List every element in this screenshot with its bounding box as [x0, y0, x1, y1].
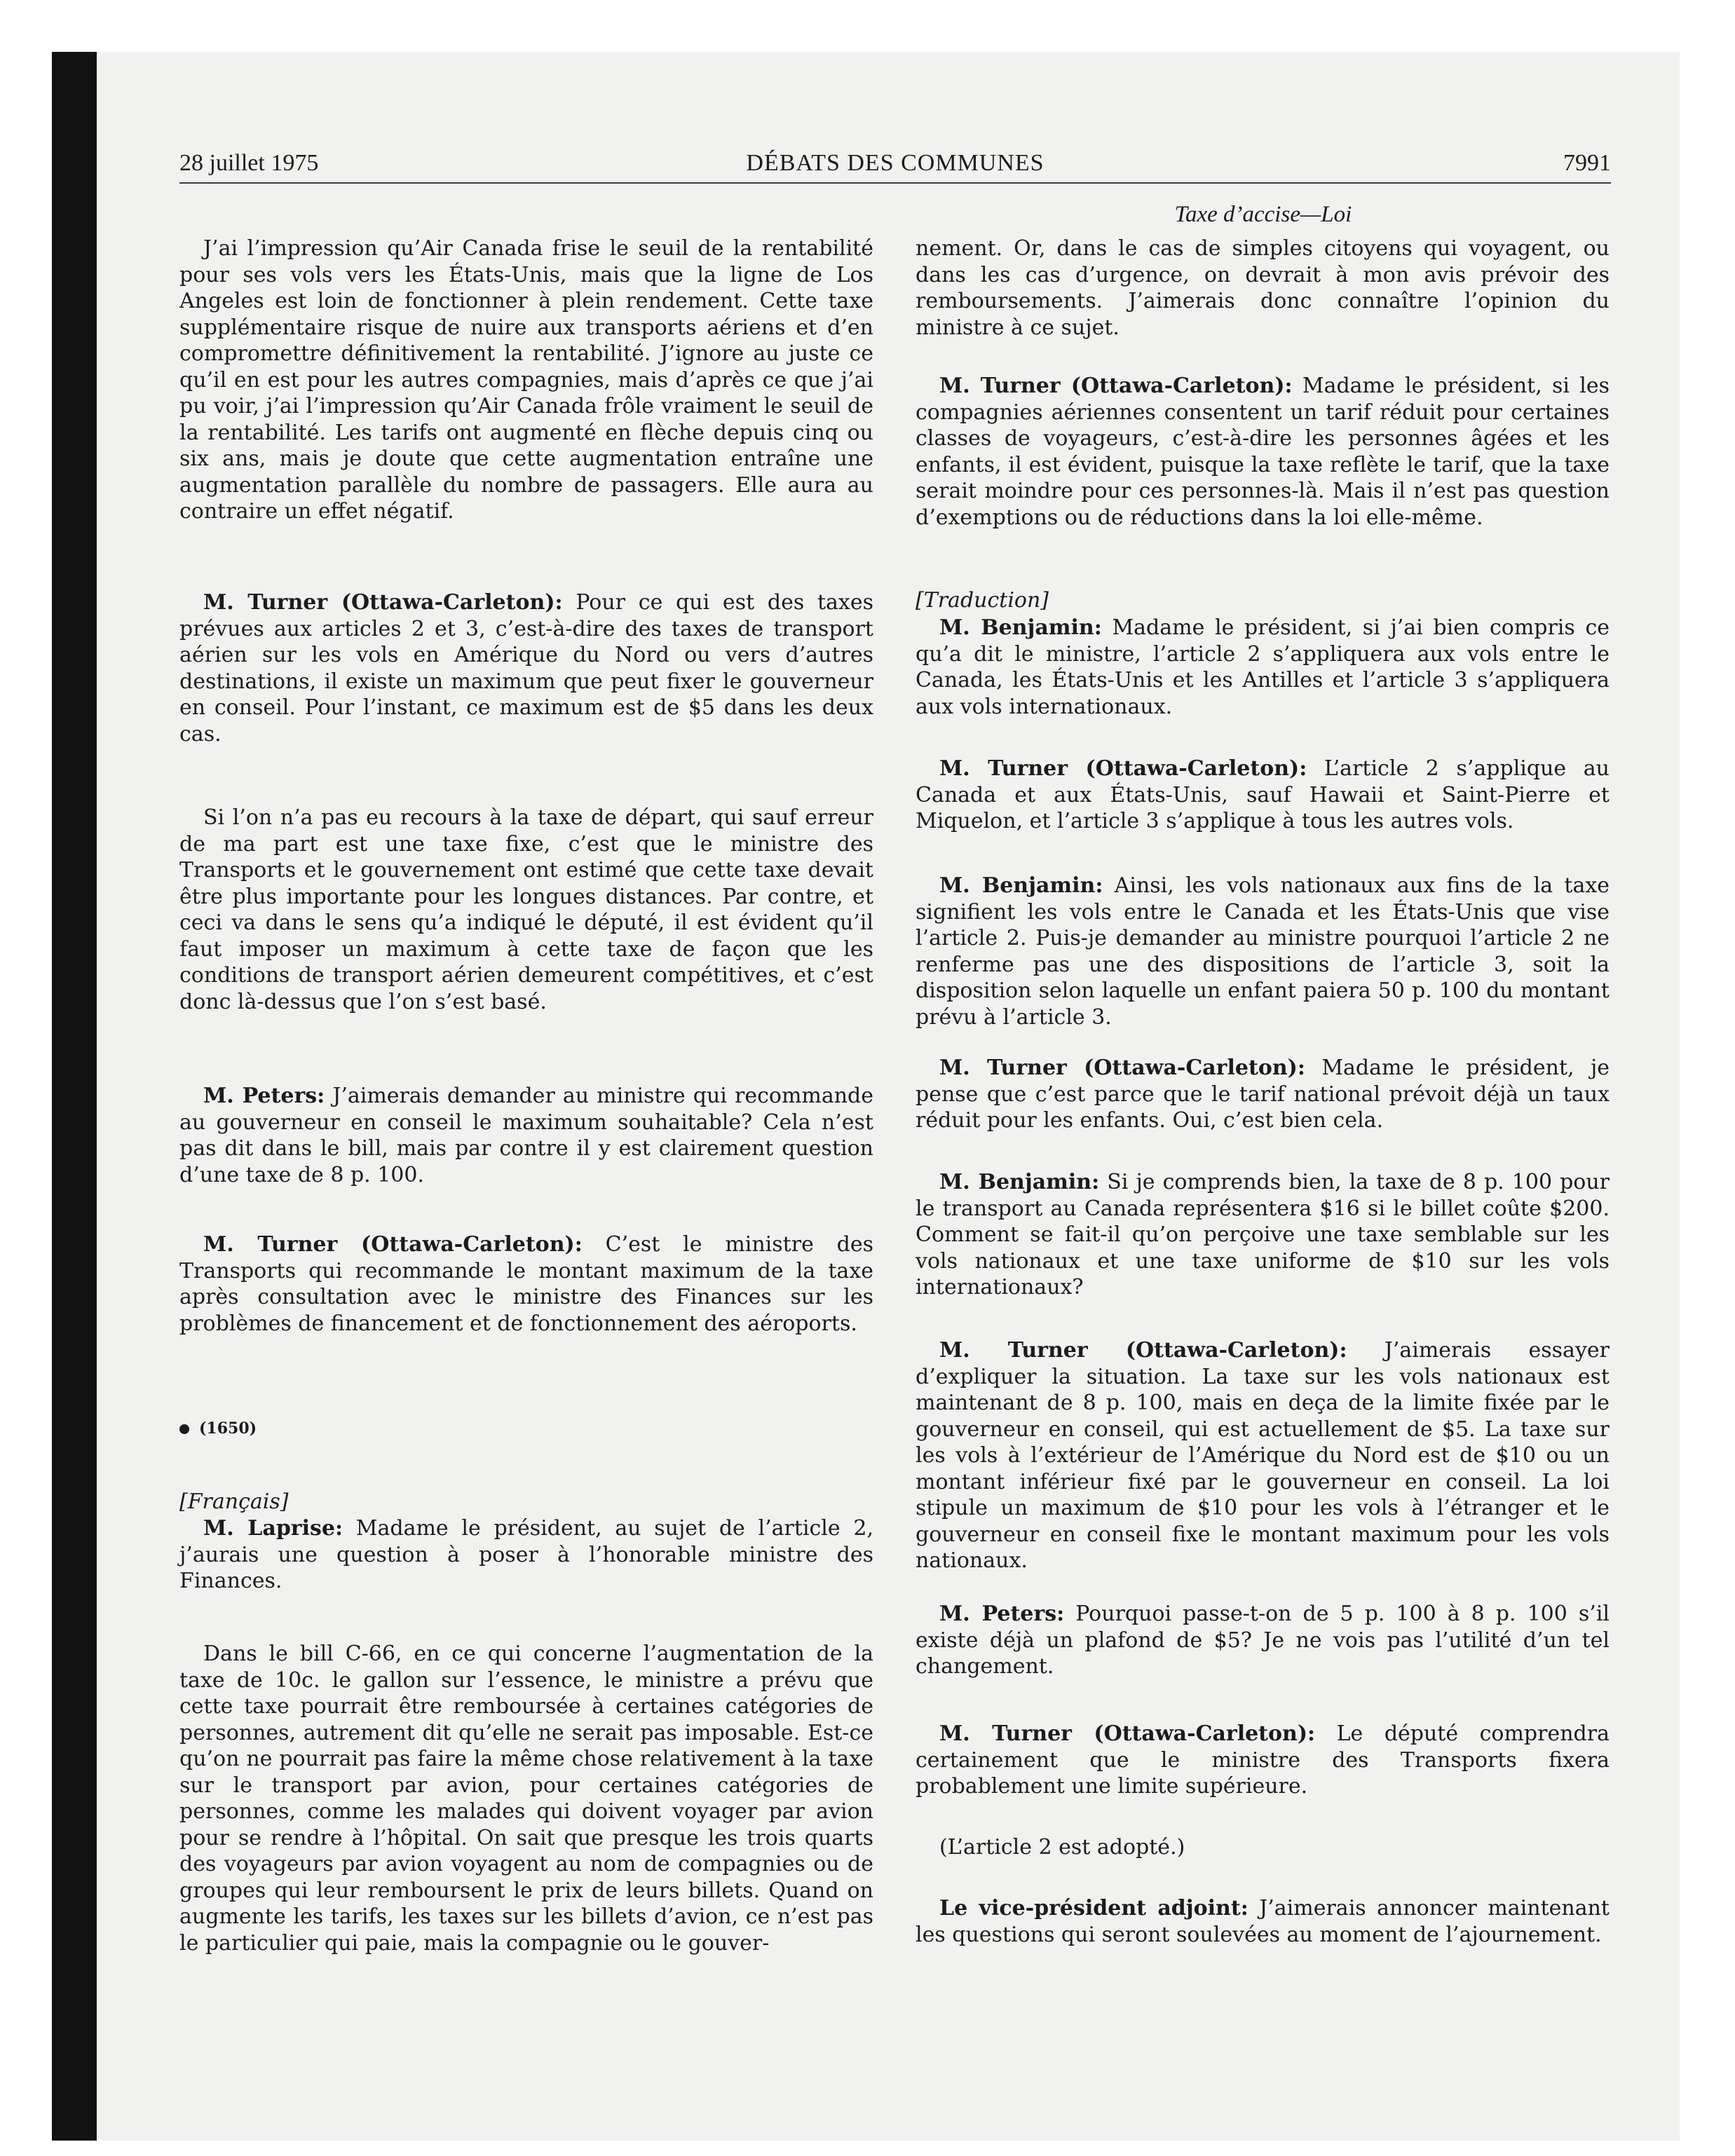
- speaker-name: M. Turner (Ottawa-Carleton):: [203, 1232, 583, 1257]
- language-marker: [Traduction]: [916, 588, 1049, 613]
- speaker-name: M. Peters:: [939, 1602, 1065, 1626]
- paragraph-text: Si l’on n’a pas eu recours à la taxe de départ, qui sauf erreur de ma part est une taxe fixe, c’est que le ministre des Transports et le gouvernement ont estimé que cette taxe devait être plus importante pour les longues distances. Par contre, et ceci va dans le sens qu’a indiqué le député, il est évident qu’il faut imposer un maximum à cette taxe de façon que les conditions de transport aérien demeurent compétitives, et c’est donc là-dessus que l’on s’est basé.: [179, 805, 873, 1014]
- speaker-name: M. Turner (Ottawa-Carleton):: [939, 374, 1293, 398]
- paragraph: [916, 1055, 1610, 1134]
- speaker-name: M. Turner (Ottawa-Carleton):: [939, 756, 1307, 781]
- speaker-name: M. Turner (Ottawa-Carleton):: [939, 1056, 1305, 1080]
- paragraph-text: J’aimerais essayer d’expliquer la situation. La taxe sur les vols nationaux est maintenant de 8 p. 100, mais en deça de la limite fixée par le gouverneur en conseil, qui est actuellement de $5. La taxe sur les vols à l’extérieur de l’Amérique du Nord est de $10 ou un montant inférieur fixé par le gouverneur en conseil. La loi stipule un maximum de $10 pour les vols à l’étranger et le gouverneur en conseil fixe le montant maximum pour les vols nationaux.: [916, 1338, 1610, 1573]
- paragraph-text: L’article 2 s’applique au Canada et aux États-Unis, sauf Hawaii et Saint-Pierre et Miquelon, et l’article 3 s’applique à tous les autres vols.: [916, 756, 1610, 833]
- paragraph-text: J’aimerais annoncer maintenant les questions qui seront soulevées au moment de l’ajournement.: [916, 1896, 1610, 1947]
- paragraph: [179, 236, 873, 525]
- paragraph-text: Pour ce qui est des taxes prévues aux articles 2 et 3, c’est-à-dire des taxes de transport aérien sur les vols en Amérique du Nord ou vers d’autres destinations, il existe un maximum que peut fixer le gouverneur en conseil. Pour l’instant, ce maximum est de $5 dans les deux cas.: [179, 590, 873, 746]
- paragraph-text: Madame le président, si les compagnies aériennes consentent un tarif réduit pour certaines classes de voyageurs, c’est-à-dire les personnes âgées et les enfants, il est évident, puisque la taxe reflète le tarif, que la taxe serait moindre pour ces personnes-là. Mais il n’est pas question d’exemptions ou de réductions dans la loi elle-même.: [916, 374, 1610, 530]
- paragraph-text: Le député comprendra certainement que le ministre des Transports fixera probablement une limite supérieure.: [916, 1721, 1610, 1799]
- paragraph: [916, 873, 1610, 1030]
- speaker-name: M. Benjamin:: [939, 873, 1103, 898]
- paragraph-text: Dans le bill C-66, en ce qui concerne l’augmentation de la taxe de 10c. le gallon sur l’essence, le ministre a prévu que cette taxe pourrait être remboursée à certaines catégories de personnes, autrement dit qu’elle ne serait pas imposable. Est-ce qu’on ne pourrait pas faire la même chose relativement à la taxe sur le transport par avion, pour certaines catégories de personnes, comme les malades qui doivent voyager par avion pour se rendre à l’hôpital. On sait que presque les trois quarts des voyageurs par avion voyagent au nom de compagnies ou de groupes qui leur remboursent le prix de leurs billets. Quand on augmente les tarifs, les taxes sur les billets d’avion, ce n’est pas le particulier qui paie, mais la compagnie ou le gouver-: [179, 1642, 873, 1956]
- paragraph: [179, 1231, 873, 1337]
- header-page-number: 7991: [1563, 150, 1611, 176]
- paragraph: [916, 615, 1610, 720]
- paragraph: [916, 373, 1610, 531]
- speaker-name: M. Laprise:: [203, 1516, 343, 1541]
- page-header: [179, 144, 1611, 184]
- paragraph-text: Madame le président, au sujet de l’article 2, j’aurais une question à poser à l’honorable ministre des Finances.: [179, 1516, 873, 1593]
- speaker-name: M. Turner (Ottawa-Carleton):: [939, 1338, 1347, 1363]
- paragraph: [179, 589, 873, 747]
- paragraph-text: Pourquoi passe-t-on de 5 p. 100 à 8 p. 100 s’il existe déjà un plafond de $5? Je ne vois pas l’utilité d’un tel changement.: [916, 1602, 1610, 1679]
- speaker-name: M. Peters:: [203, 1084, 325, 1108]
- paragraph: [916, 1169, 1610, 1301]
- paragraph-text: Si je comprends bien, la taxe de 8 p. 100 pour le transport au Canada représentera $16 si le billet coûte $200. Comment se fait-il qu’on perçoive une taxe semblable sur les vols nationaux et une taxe uniforme de $10 sur les vols internationaux?: [916, 1170, 1610, 1299]
- paragraph-text: C’est le ministre des Transports qui recommande le montant maximum de la taxe après consultation avec le ministre des Finances sur les problèmes de financement et de fonctionnement des aéroports.: [179, 1232, 874, 1336]
- paragraph: [916, 1721, 1610, 1800]
- paragraph-text: Madame le président, si j’ai bien compris ce qu’a dit le ministre, l’article 2 s’appliquera aux vols entre le Canada, les États-Unis et les Antilles et l’article 3 s’appliquera aux vols internationaux.: [916, 615, 1610, 719]
- paragraph-text: Ainsi, les vols nationaux aux fins de la taxe signifient les vols entre le Canada et les États-Unis que vise l’article 2. Puis-je demander au ministre pourquoi l’article 2 ne renferme pas une des dispositions de l’article 3, soit la disposition selon laquelle un enfant paiera 50 p. 100 du montant prévu à l’article 3.: [916, 873, 1610, 1030]
- paragraph: [916, 1601, 1610, 1680]
- paragraph-text: J’ai l’impression qu’Air Canada frise le seuil de la rentabilité pour ses vols vers les États-Unis, mais que la ligne de Los Angeles est loin de fonctionner à plein rendement. Cette taxe supplémentaire risque de nuire aux transports aériens et d’en compromettre définitivement la rentabilité. J’ignore au juste ce qu’il en est pour les autres compagnies, mais d’après ce que j’ai pu voir, j’ai l’impression qu’Air Canada frôle vraiment le seuil de la rentabilité. Les tarifs ont augmenté en flèche depuis cinq ou six ans, mais je doute que cette augmentation entraîne une augmentation parallèle du nombre de passagers. Elle aura au contraire un effet négatif.: [179, 236, 873, 524]
- paragraph: [916, 236, 1610, 341]
- time-marker-text: (1650): [199, 1419, 257, 1438]
- speaker-name: M. Turner (Ottawa-Carleton):: [939, 1721, 1316, 1746]
- bullet-icon: [179, 1424, 189, 1434]
- paragraph: [916, 1834, 1610, 1861]
- speaker-name: M. Benjamin:: [939, 615, 1102, 640]
- section-subheader: Taxe d’accise—Loi: [1174, 202, 1352, 227]
- paragraph: [916, 1337, 1610, 1574]
- header-title: DÉBATS DES COMMUNES: [746, 150, 1045, 176]
- header-date: 28 juillet 1975: [179, 150, 319, 176]
- paragraph: [179, 1083, 873, 1188]
- paragraph: [179, 1641, 873, 1956]
- speaker-name: M. Turner (Ottawa-Carleton):: [203, 590, 563, 615]
- paragraph: [179, 805, 873, 1015]
- paragraph-text: (L’article 2 est adopté.): [939, 1835, 1185, 1860]
- paragraph-text: Madame le président, je pense que c’est parce que le tarif national prévoit déjà un taux réduit pour les enfants. Oui, c’est bien cela.: [916, 1056, 1610, 1133]
- scan-edge: [52, 52, 97, 2141]
- paragraph: [916, 756, 1610, 835]
- paragraph-text: nement. Or, dans le cas de simples citoyens qui voyagent, ou dans les cas d’urgence, on devrait à mon avis prévoir des remboursements. J’aimerais donc connaître l’opinion du ministre à ce sujet.: [916, 236, 1610, 340]
- time-marker: [179, 1416, 257, 1442]
- paragraph: [179, 1515, 873, 1595]
- language-marker: [Français]: [179, 1489, 289, 1514]
- speaker-name: M. Benjamin:: [939, 1170, 1100, 1194]
- speaker-name: Le vice-président adjoint:: [939, 1896, 1248, 1920]
- paragraph: [916, 1895, 1610, 1948]
- paragraph-text: J’aimerais demander au ministre qui recommande au gouverneur en conseil le maximum souhaitable? Cela n’est pas dit dans le bill, mais par contre il y est clairement question d’une taxe de 8 p. 100.: [179, 1084, 874, 1187]
